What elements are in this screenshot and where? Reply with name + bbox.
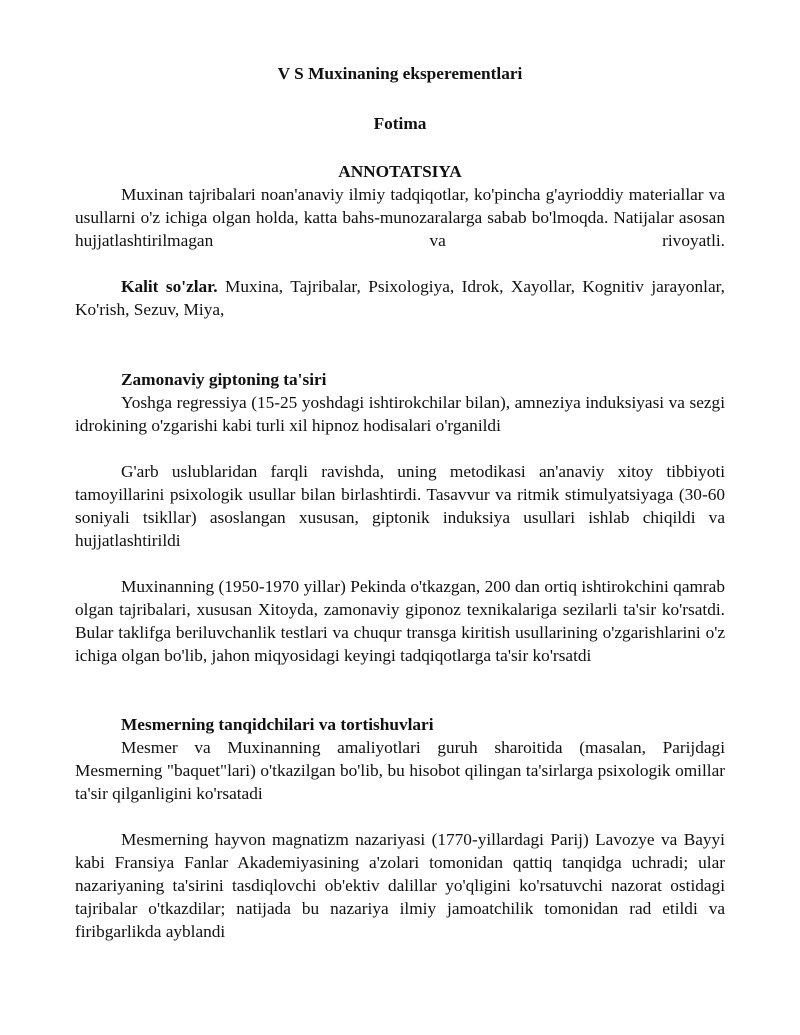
section-heading: Zamonaviy giptoning ta'siri bbox=[121, 370, 327, 389]
section-paragraph: G'arb uslublaridan farqli ravishda, uning metodikasi an'anaviy xitoy tibbiyoti tamoyillarini psixologik usullar bilan birlashtirdi. Tasavvur va ritmik stimulyatsiyaga (30-60 soniyali tsikllar) asoslangan xususan, giptonik induksiya usullari ishlab chiqildi va hujjatlashtirildi bbox=[75, 462, 725, 550]
document-page bbox=[75, 62, 725, 943]
section-paragraph: Mesmerning hayvon magnatizm nazariyasi (1770-yillardagi Parij) Lavozye va Bayyi kabi Fransiya Fanlar Akademiyasining a'zolari tomonidan qattiq tanqidga uchradi; ular nazariyaning ta'sirini tasdiqlovchi ob'ektiv dalillar yo'qligini ko'rsatuvchi nazorat ostidagi tajribalar o'tkazdilar; natijada bu nazariya ilmiy jamoatchilik tomonidan rad etildi va firibgarlikda ayblandi bbox=[75, 830, 725, 941]
section-heading: Mesmerning tanqidchilari va tortishuvlari bbox=[121, 715, 434, 734]
keywords-label: Kalit so'zlar. bbox=[121, 277, 218, 296]
author-name: Fotima bbox=[373, 114, 427, 133]
document-title: V S Muxinaning eksperementlari bbox=[277, 64, 523, 83]
keywords-paragraph bbox=[75, 275, 725, 321]
section-paragraph: Yoshga regressiya (15-25 yoshdagi ishtirokchilar bilan), amneziya induksiyasi va sezgi idrokining o'zgarishi kabi turli xil hipnoz hodisalari o'rganildi bbox=[75, 393, 725, 435]
section-paragraph: Mesmer va Muxinanning amaliyotlari guruh sharoitida (masalan, Parijdagi Mesmerning "baquet"lari) o'tkazilgan bo'lib, bu hisobot qilingan ta'sirlarga psixologik omillar ta'sir qilganligini ko'rsatadi bbox=[75, 738, 725, 803]
keywords-list: Muxina, Tajribalar, Psixologiya, Idrok, Xayollar, Kognitiv jarayonlar, Ko'rish, Sezuv, Miya, bbox=[75, 277, 725, 319]
section-paragraph: Muxinanning (1950-1970 yillar) Pekinda o'tkazgan, 200 dan ortiq ishtirokchini qamrab olgan tajribalari, xususan Xitoyda, zamonaviy giponoz texnikalariga sezilarli ta'sir ko'rsatdi. Bular taklifga beriluvchanlik testlari va chuqur transga kiritish usullarining o'zgarishlarini o'z ichiga olgan bo'lib, jahon miqyosidagi keyingi tadqiqotlarga ta'sir ko'rsatdi bbox=[75, 577, 725, 665]
annotation-heading: ANNOTATSIYA bbox=[338, 162, 462, 181]
annotation-paragraph: Muxinan tajribalari noan'anaviy ilmiy tadqiqotlar, ko'pincha g'ayrioddiy materiallar va usullarni o'z ichiga olgan holda, katta bahs-munozaralarga sabab bo'lmoqda. Natijalar asosan hujjatlashtirilmagan va rivoyatli. bbox=[75, 185, 725, 250]
